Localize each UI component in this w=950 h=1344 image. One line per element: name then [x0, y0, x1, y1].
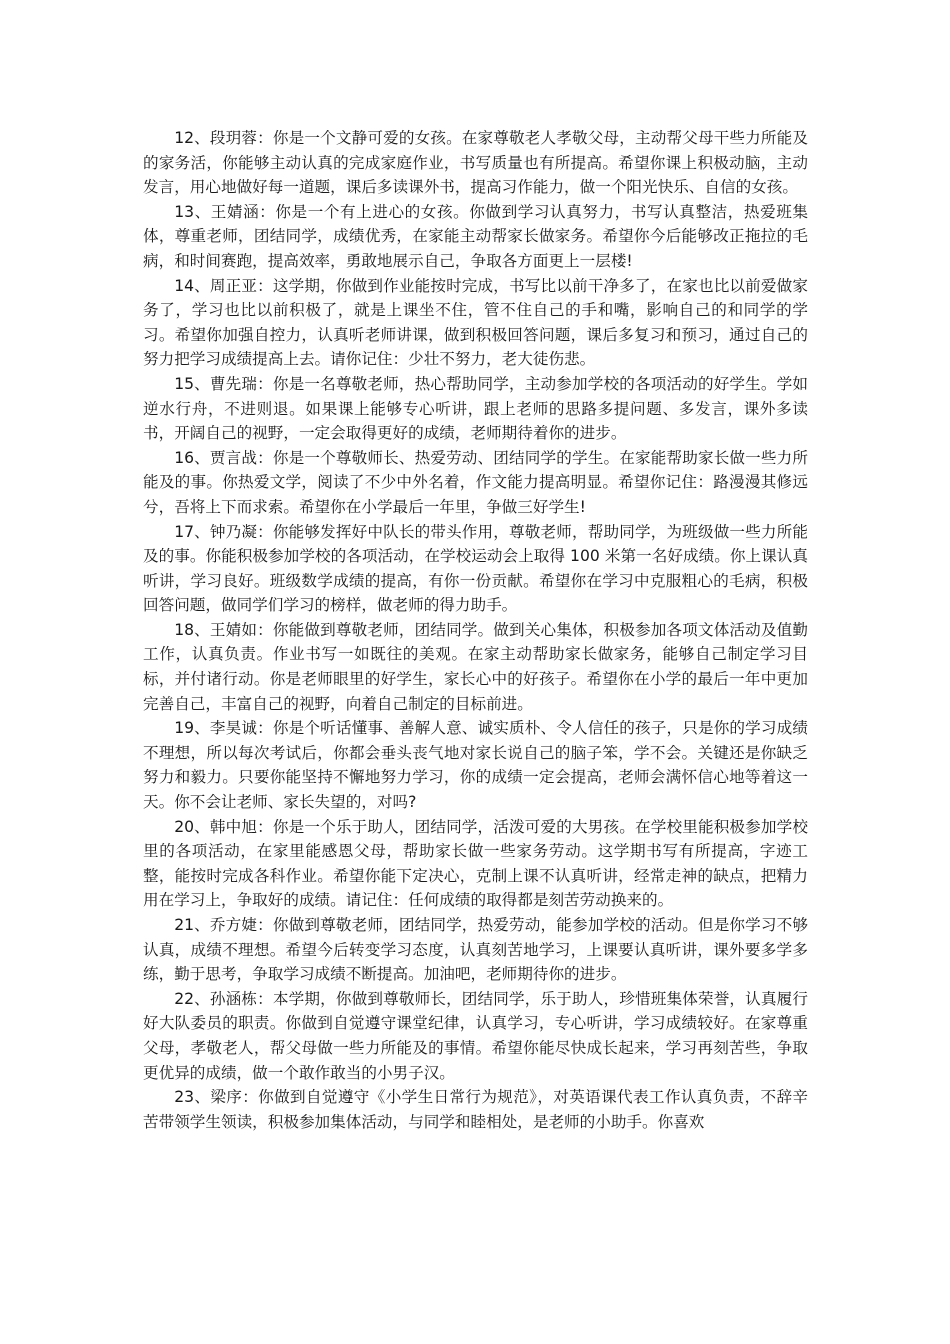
- comment-paragraph-15: 15、曹先瑞：你是一名尊敬老师，热心帮助同学，主动参加学校的各项活动的好学生。学如逆水行舟，不进则退。如果课上能够专心听讲，跟上老师的思路多提问题、多发言，课外多读书，开阔自己的视野，一定会取得更好的成绩，老师期待着你的进步。: [143, 374, 808, 443]
- comment-paragraph-21: 21、乔方婕：你做到尊敬老师，团结同学，热爱劳动，能参加学校的活动。但是你学习不够认真，成绩不理想。希望今后转变学习态度，认真刻苦地学习，上课要认真听讲，课外要多学多练，勤于思考，争取学习成绩不断提高。加油吧，老师期待你的进步。: [143, 916, 808, 984]
- comment-paragraph-17: 17、钟乃凝：你能够发挥好中队长的带头作用，尊敬老师，帮助同学，为班级做一些力所能及的事。你能积极参加学校的各项活动，在学校运动会上取得 100 米第一名好成绩。你上课认真听讲，学习良好。班级数学成绩的提高，有你一份贡献。希望你在学习中克服粗心的毛病，积极回答问题，做同学们学习的榜样，做老师的得力助手。: [143, 522, 808, 615]
- comment-paragraph-23: 23、梁序：你做到自觉遵守《小学生日常行为规范》，对英语课代表工作认真负责，不辞辛苦带领学生领读，积极参加集体活动，与同学和睦相处，是老师的小助手。你喜欢: [143, 1088, 808, 1131]
- comment-paragraph-13: 13、王婧涵：你是一个有上进心的女孩。你做到学习认真努力，书写认真整洁，热爱班集体，尊重老师，团结同学，成绩优秀，在家能主动帮家长做家务。希望你今后能够改正拖拉的毛病，和时间赛跑，提高效率，勇敢地展示自己，争取各方面更上一层楼!: [143, 202, 808, 270]
- comment-paragraph-19: 19、李昊诚：你是个听话懂事、善解人意、诚实质朴、令人信任的孩子，只是你的学习成绩不理想，所以每次考试后，你都会垂头丧气地对家长说自己的脑子笨，学不会。关键还是你缺乏努力和毅力。只要你能坚持不懈地努力学习，你的成绩一定会提高，老师会满怀信心地等着这一天。你不会让老师、家长失望的，对吗?: [143, 719, 808, 812]
- comment-paragraph-16: 16、贾言战：你是一个尊敬师长、热爱劳动、团结同学的学生。在家能帮助家长做一些力所能及的事。你热爱文学，阅读了不少中外名着，作文能力提高明显。希望你记住：路漫漫其修远兮，吾将上下而求索。希望你在小学最后一年里，争做三好学生!: [143, 448, 808, 516]
- comment-paragraph-20: 20、韩中旭：你是一个乐于助人，团结同学，活泼可爱的大男孩。在学校里能积极参加学校里的各项活动，在家里能感恩父母，帮助家长做一些家务劳动。这学期书写有所提高，字迹工整，能按时完成各科作业。希望你能下定决心，克制上课不认真听讲，经常走神的缺点，把精力用在学习上，争取好的成绩。请记住：任何成绩的取得都是刻苦劳动换来的。: [143, 817, 808, 910]
- document-page: [143, 126, 808, 1134]
- comment-paragraph-18: 18、王婧如：你能做到尊敬老师，团结同学。做到关心集体，积极参加各项文体活动及值勤工作，认真负责。作业书写一如既往的美观。在家主动帮助家长做家务，能够自己制定学习目标，并付诸行动。你是老师眼里的好学生，家长心中的好孩子。希望你在小学的最后一年中更加完善自己，丰富自己的视野，向着自己制定的目标前进。: [143, 620, 808, 713]
- comment-paragraph-14: 14、周正亚：这学期，你做到作业能按时完成，书写比以前干净多了，在家也比以前爱做家务了，学习也比以前积极了，就是上课坐不住，管不住自己的手和嘴，影响自己的和同学的学习。希望你加强自控力，认真听老师讲课，做到积极回答问题，课后多复习和预习，通过自己的努力把学习成绩提高上去。请你记住：少壮不努力，老大徒伤悲。: [143, 276, 808, 369]
- comment-paragraph-12: 12、段玥蓉：你是一个文静可爱的女孩。在家尊敬老人孝敬父母，主动帮父母干些力所能及的家务活，你能够主动认真的完成家庭作业，书写质量也有所提高。希望你课上积极动脑，主动发言，用心地做好每一道题，课后多读课外书，提高习作能力，做一个阳光快乐、自信的女孩。: [143, 129, 808, 197]
- comment-paragraph-22: 22、孙涵栋：本学期，你做到尊敬师长，团结同学，乐于助人，珍惜班集体荣誉，认真履行好大队委员的职责。你做到自觉遵守课堂纪律，认真学习，专心听讲，学习成绩较好。在家尊重父母，孝敬老人，帮父母做一些力所能及的事情。希望你能尽快成长起来，学习再刻苦些，争取更优异的成绩，做一个敢作敢当的小男子汉。: [143, 989, 808, 1082]
